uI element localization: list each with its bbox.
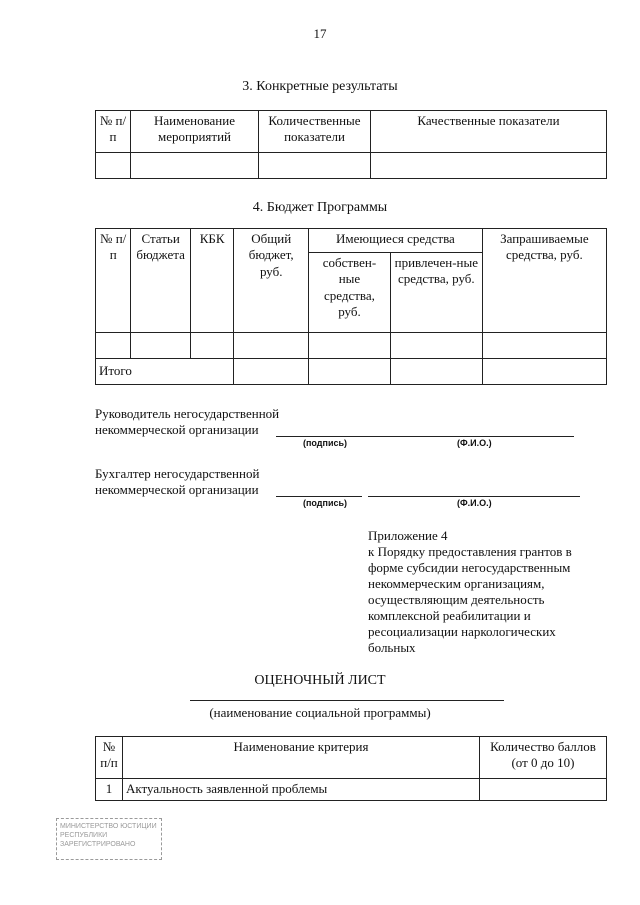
appendix-line: комплексной реабилитации и [368,608,531,623]
results-header-qualitative: Качественные показатели [371,111,607,153]
program-name-caption: (наименование социальной программы) [209,705,431,720]
budget-cell [390,359,482,385]
accountant-title-line2: некоммерческой организации [95,482,259,497]
appendix-line: Приложение 4 [368,528,448,543]
results-header-row [96,111,607,153]
appendix-line: больных [368,640,416,655]
stamp-line: РЕСПУБЛИКИ [60,832,108,839]
budget-cell [96,333,131,359]
budget-header-articles: Статьи бюджета [131,229,191,333]
head-signature-line [276,436,574,437]
budget-header-kbk: КБК [190,229,233,333]
budget-cell [482,359,606,385]
budget-total-label: Итого [96,359,234,385]
evaluation-header-num: № п/п [96,737,123,779]
appendix-line: ресоциализации наркологических [368,624,556,639]
budget-cell [131,333,191,359]
section4-title: 4. Бюджет Программы [252,200,388,215]
budget-header-requested: Запрашиваемые средства, руб. [482,229,606,333]
stamp-line: ЗАРЕГИСТРИРОВАНО [60,841,136,848]
budget-cell [234,359,309,385]
accountant-signature-caption: (подпись) [303,498,348,508]
appendix-line: форме субсидии негосударственным [368,560,571,575]
budget-cell [482,333,606,359]
budget-empty-row [96,333,607,359]
accountant-name-line [368,496,580,497]
stamp-line: МИНИСТЕРСТВО ЮСТИЦИИ [60,823,157,830]
results-cell [96,153,131,179]
evaluation-row-num: 1 [96,779,123,801]
head-title-line2: некоммерческой организации [95,422,259,437]
evaluation-title: ОЦЕНОЧНЫЙ ЛИСТ [254,673,386,688]
accountant-title-line1: Бухгалтер негосударственной [95,466,260,481]
budget-header-num: № п/п [96,229,131,333]
appendix-block [368,528,608,656]
budget-header-row-1 [96,229,607,253]
evaluation-header-row [96,737,607,779]
budget-header-total: Общий бюджет, руб. [234,229,309,333]
evaluation-header-criterion: Наименование критерия [123,737,480,779]
head-signature-caption: (подпись) [303,438,348,448]
budget-header-available: Имеющиеся средства [309,229,483,253]
budget-table [95,228,607,385]
section3-title: 3. Конкретные результаты [242,79,398,94]
results-cell [371,153,607,179]
budget-header-attracted: привлечен-ные средства, руб. [390,253,482,333]
evaluation-row-criterion: Актуальность заявленной проблемы [123,779,480,801]
evaluation-row-score [480,779,607,801]
head-title-line1: Руководитель негосударственной [95,406,280,421]
page-number: 17 [313,26,327,41]
results-table [95,110,607,179]
results-cell [259,153,371,179]
appendix-line: некоммерческим организациям, [368,576,545,591]
results-empty-row [96,153,607,179]
evaluation-header-score: Количество баллов (от 0 до 10) [480,737,607,779]
budget-cell [190,333,233,359]
budget-header-own: собствен-ные средства, руб. [309,253,391,333]
evaluation-table [95,736,607,801]
appendix-line: к Порядку предоставления грантов в [368,544,572,559]
results-header-activities: Наименование мероприятий [131,111,259,153]
budget-cell [390,333,482,359]
accountant-name-caption: (Ф.И.О.) [457,498,492,508]
results-header-num: № п/п [96,111,131,153]
results-header-quantitative: Количественные показатели [259,111,371,153]
program-name-line [190,700,504,701]
accountant-signature-line [276,496,362,497]
results-cell [131,153,259,179]
budget-cell [234,333,309,359]
budget-cell [309,333,391,359]
evaluation-row [96,779,607,801]
head-name-caption: (Ф.И.О.) [457,438,492,448]
budget-total-row [96,359,607,385]
appendix-line: осуществляющим деятельность [368,592,545,607]
registration-stamp [56,818,162,860]
budget-cell [309,359,391,385]
